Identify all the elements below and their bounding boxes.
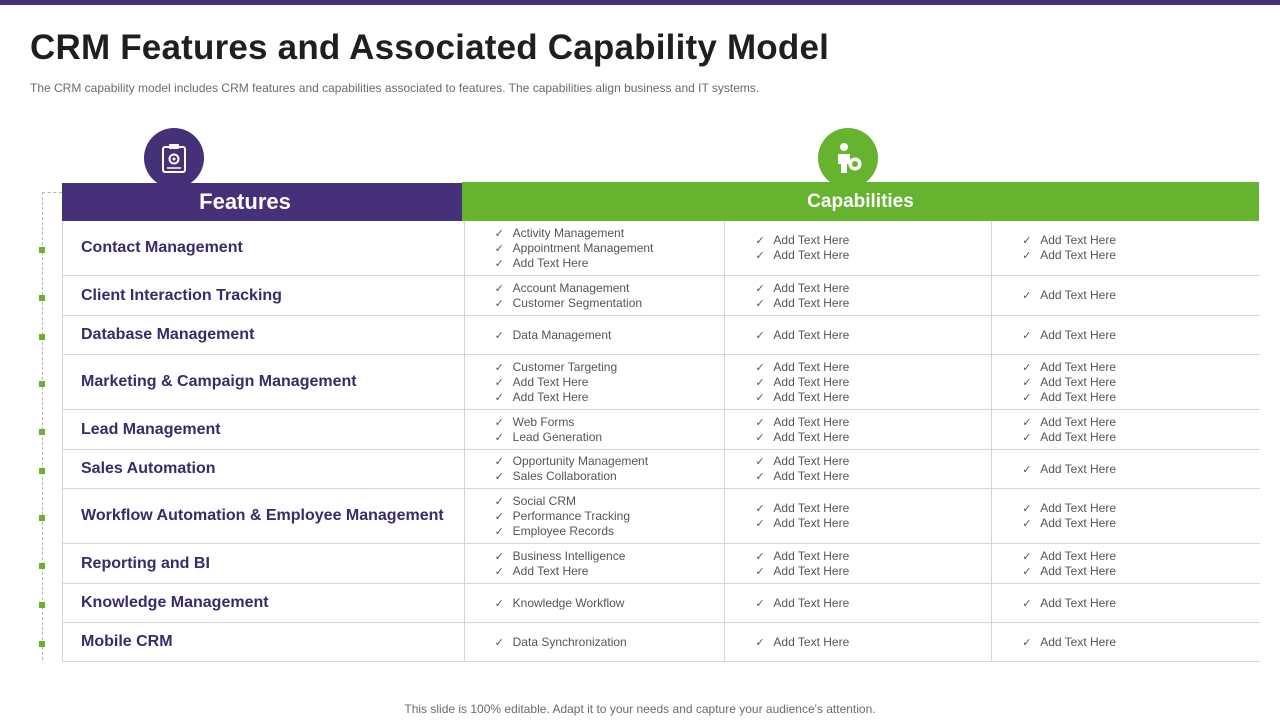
capability-cell — [992, 450, 1260, 488]
capability-text: Add Text Here — [773, 634, 850, 649]
feature-name: Workflow Automation & Employee Management — [63, 489, 465, 543]
capability-item — [495, 256, 725, 271]
capability-item — [495, 226, 725, 241]
capability-text: Add Text Here — [512, 389, 589, 404]
capability-item — [495, 454, 725, 469]
capability-cell — [992, 316, 1260, 354]
feature-name: Sales Automation — [63, 450, 465, 488]
checkmark-icon: ✓ — [494, 456, 504, 468]
top-accent-bar — [0, 0, 1280, 5]
capability-item — [755, 596, 991, 611]
checkmark-icon: ✓ — [494, 282, 504, 295]
footer-note: This slide is 100% editable. Adapt it to your needs and capture your audience's attention. — [404, 702, 876, 716]
capability-text: Add Text Here — [1040, 516, 1117, 530]
feature-name: Database Management — [63, 316, 465, 354]
capability-text: Add Text Here — [773, 454, 850, 468]
capability-item — [755, 549, 991, 564]
capability-item — [755, 360, 991, 375]
feature-name: Lead Management — [63, 410, 465, 449]
capability-text: Sales Collaboration — [512, 469, 617, 483]
capability-text: Add Text Here — [773, 280, 850, 295]
capability-item — [1022, 288, 1260, 303]
capability-text: Web Forms — [512, 414, 575, 429]
capability-text: Add Text Here — [773, 429, 850, 444]
capability-text: Customer Segmentation — [512, 295, 643, 310]
timeline-marker — [39, 468, 45, 474]
checkmark-icon: ✓ — [1022, 329, 1032, 342]
capability-item — [1022, 430, 1260, 445]
checkmark-icon: ✓ — [755, 235, 765, 247]
capability-item — [495, 360, 725, 375]
checkmark-icon: ✓ — [1022, 250, 1032, 262]
checkmark-icon: ✓ — [1022, 518, 1032, 530]
checkmark-icon: ✓ — [755, 376, 765, 389]
checkmark-icon: ✓ — [755, 597, 765, 610]
capability-text: Add Text Here — [1040, 288, 1117, 302]
capability-item — [755, 328, 991, 343]
capability-text: Add Text Here — [773, 295, 850, 310]
checkmark-icon: ✓ — [1022, 391, 1032, 404]
capability-text: Add Text Here — [773, 516, 850, 530]
checkmark-icon: ✓ — [494, 391, 504, 404]
capability-text: Add Text Here — [1040, 233, 1117, 247]
capability-item — [1022, 462, 1260, 477]
feature-name: Reporting and BI — [63, 544, 465, 583]
capability-text: Add Text Here — [1040, 634, 1117, 649]
capability-cell — [992, 355, 1260, 409]
checkmark-icon: ✓ — [494, 297, 504, 310]
capability-item — [755, 296, 991, 311]
capability-text: Add Text Here — [773, 563, 850, 578]
capability-item — [1022, 564, 1260, 579]
capability-cell — [992, 623, 1260, 661]
checkmark-icon: ✓ — [755, 550, 765, 563]
capability-item — [755, 454, 991, 469]
checkmark-icon: ✓ — [494, 227, 504, 240]
capability-text: Add Text Here — [1040, 501, 1117, 515]
capability-cell — [992, 410, 1260, 449]
capabilities-header: Capabilities — [462, 182, 1259, 221]
capability-item — [1022, 516, 1260, 531]
capability-text: Social CRM — [512, 493, 576, 508]
table-row — [63, 221, 1260, 276]
capability-item — [1022, 360, 1260, 375]
capability-cell — [725, 450, 992, 488]
capability-cell — [992, 489, 1260, 543]
timeline-marker — [39, 602, 45, 608]
checkmark-icon: ✓ — [1022, 235, 1032, 247]
feature-name: Marketing & Campaign Management — [63, 355, 465, 409]
capability-text: Add Text Here — [773, 469, 850, 483]
checkmark-icon: ✓ — [755, 391, 765, 404]
capability-text: Add Text Here — [1040, 414, 1117, 429]
capability-text: Add Text Here — [773, 414, 850, 429]
capability-item — [755, 415, 991, 430]
capability-item — [495, 241, 725, 256]
checkmark-icon: ✓ — [494, 525, 504, 538]
checkmark-icon: ✓ — [1022, 361, 1032, 374]
capability-item — [495, 564, 725, 579]
feature-name: Contact Management — [63, 221, 465, 275]
capability-text: Add Text Here — [773, 327, 850, 342]
checkmark-icon: ✓ — [1022, 376, 1032, 389]
checkmark-icon: ✓ — [1022, 290, 1032, 302]
capability-text: Add Text Here — [773, 548, 850, 563]
checkmark-icon: ✓ — [755, 361, 765, 374]
capability-text: Activity Management — [512, 225, 625, 240]
capability-cell — [725, 410, 992, 449]
checkmark-icon: ✓ — [755, 282, 765, 295]
timeline-marker — [39, 334, 45, 340]
capability-text: Add Text Here — [512, 563, 589, 578]
person-gear-icon — [818, 128, 878, 188]
capability-text: Add Text Here — [773, 248, 850, 262]
capability-cell — [465, 276, 726, 315]
checkmark-icon: ✓ — [755, 471, 765, 483]
capability-cell — [725, 623, 992, 661]
timeline-marker — [39, 563, 45, 569]
capability-item — [495, 281, 725, 296]
page-subtitle: The CRM capability model includes CRM features and capabilities associated to features. The capabilities align business and IT systems. — [30, 81, 760, 95]
capability-text: Account Management — [512, 280, 630, 295]
timeline-marker — [39, 429, 45, 435]
feature-name: Mobile CRM — [63, 623, 465, 661]
capability-text: Data Management — [512, 327, 612, 342]
table-row — [63, 355, 1260, 410]
capability-cell — [465, 623, 726, 661]
capability-text: Lead Generation — [512, 429, 603, 444]
capability-cell — [465, 410, 726, 449]
capability-cell — [725, 584, 992, 622]
capability-item — [755, 469, 991, 484]
checkmark-icon: ✓ — [1022, 431, 1032, 444]
capability-item — [495, 469, 725, 484]
checkmark-icon: ✓ — [755, 565, 765, 578]
checkmark-icon: ✓ — [755, 416, 765, 429]
capability-item — [755, 233, 991, 248]
capability-item — [1022, 635, 1260, 650]
timeline-marker — [39, 295, 45, 301]
capability-item — [495, 296, 725, 311]
checkmark-icon: ✓ — [494, 495, 504, 508]
capability-cell — [725, 276, 992, 315]
timeline-connector — [42, 192, 62, 193]
capability-cell — [465, 544, 726, 583]
checkmark-icon: ✓ — [755, 329, 765, 342]
features-header-label: Features — [199, 189, 291, 214]
capability-text: Add Text Here — [512, 255, 589, 270]
table-row — [63, 623, 1260, 662]
capability-text: Add Text Here — [773, 359, 850, 374]
capability-cell — [465, 355, 726, 409]
capability-item — [495, 549, 725, 564]
capability-text: Business Intelligence — [512, 548, 626, 563]
table-row — [63, 410, 1260, 450]
capability-text: Add Text Here — [1040, 548, 1117, 563]
page-title: CRM Features and Associated Capability Model — [30, 28, 830, 67]
capability-item — [495, 390, 725, 405]
capability-item — [1022, 248, 1260, 263]
capability-text: Add Text Here — [1040, 359, 1117, 374]
checkmark-icon: ✓ — [494, 329, 504, 342]
capability-text: Add Text Here — [773, 501, 850, 515]
capability-text: Add Text Here — [1040, 374, 1117, 389]
feature-name: Knowledge Management — [63, 584, 465, 622]
capability-cell — [465, 489, 726, 543]
capability-text: Appointment Management — [512, 240, 654, 255]
checkmark-icon: ✓ — [494, 565, 504, 578]
checkmark-icon: ✓ — [1022, 463, 1032, 476]
checkmark-icon: ✓ — [755, 431, 765, 444]
capability-item — [755, 390, 991, 405]
capability-text: Add Text Here — [773, 595, 850, 610]
capability-item — [1022, 390, 1260, 405]
capability-item — [1022, 233, 1260, 248]
capability-item — [1022, 549, 1260, 564]
timeline-marker — [39, 247, 45, 253]
timeline-line — [42, 192, 43, 660]
capability-cell — [992, 544, 1260, 583]
capability-text: Add Text Here — [773, 233, 850, 247]
checkmark-icon: ✓ — [494, 510, 504, 523]
capability-item — [495, 494, 725, 509]
capability-item — [1022, 328, 1260, 343]
timeline-marker — [39, 381, 45, 387]
capability-item — [495, 328, 725, 343]
capability-text: Add Text Here — [773, 374, 850, 389]
capability-item — [755, 516, 991, 531]
timeline-marker — [39, 515, 45, 521]
checkmark-icon: ✓ — [494, 257, 504, 270]
checkmark-icon: ✓ — [494, 431, 504, 444]
checkmark-icon: ✓ — [755, 518, 765, 530]
capability-text: Add Text Here — [1040, 327, 1117, 342]
capability-item — [755, 430, 991, 445]
capability-cell — [465, 316, 726, 354]
capability-text: Add Text Here — [1040, 248, 1117, 262]
checkmark-icon: ✓ — [755, 297, 765, 310]
capability-item — [1022, 415, 1260, 430]
checkmark-icon: ✓ — [1022, 597, 1032, 610]
capability-item — [495, 596, 725, 611]
checkmark-icon: ✓ — [1022, 565, 1032, 578]
capability-text: Add Text Here — [1040, 563, 1117, 578]
clipboard-gear-icon — [144, 128, 204, 188]
table-row — [63, 316, 1260, 355]
capability-cell — [465, 584, 726, 622]
capability-item — [495, 430, 725, 445]
capability-cell — [725, 355, 992, 409]
checkmark-icon: ✓ — [494, 597, 504, 610]
features-header — [62, 183, 462, 221]
capability-item — [755, 281, 991, 296]
capability-cell — [465, 221, 726, 275]
capability-cell — [992, 221, 1260, 275]
table-row — [63, 450, 1260, 489]
capability-text: Add Text Here — [1040, 429, 1117, 444]
capability-item — [495, 415, 725, 430]
feature-name: Client Interaction Tracking — [63, 276, 465, 315]
checkmark-icon: ✓ — [494, 242, 504, 255]
checkmark-icon: ✓ — [755, 456, 765, 468]
capability-item — [755, 501, 991, 516]
capability-cell — [725, 544, 992, 583]
capability-cell — [725, 489, 992, 543]
capability-text: Add Text Here — [1040, 389, 1117, 404]
capability-table — [62, 221, 1260, 662]
capability-cell — [992, 276, 1260, 315]
capability-cell — [465, 450, 726, 488]
capability-text: Employee Records — [512, 523, 615, 538]
checkmark-icon: ✓ — [1022, 416, 1032, 429]
capability-text: Opportunity Management — [512, 454, 649, 468]
table-row — [63, 584, 1260, 623]
timeline-marker — [39, 641, 45, 647]
capability-item — [495, 375, 725, 390]
capability-item — [495, 635, 725, 650]
capability-cell — [725, 316, 992, 354]
capability-cell — [992, 584, 1260, 622]
checkmark-icon: ✓ — [755, 503, 765, 515]
table-row — [63, 276, 1260, 316]
capability-text: Add Text Here — [773, 389, 850, 404]
capability-item — [755, 375, 991, 390]
capability-text: Performance Tracking — [512, 508, 631, 523]
checkmark-icon: ✓ — [755, 250, 765, 262]
capability-cell — [725, 221, 992, 275]
capability-text: Knowledge Workflow — [512, 595, 625, 610]
capability-item — [755, 248, 991, 263]
capability-item — [755, 564, 991, 579]
checkmark-icon: ✓ — [755, 636, 765, 649]
table-row — [63, 489, 1260, 544]
capability-item — [495, 509, 725, 524]
checkmark-icon: ✓ — [494, 361, 504, 374]
checkmark-icon: ✓ — [1022, 503, 1032, 515]
capability-item — [1022, 596, 1260, 611]
checkmark-icon: ✓ — [494, 416, 504, 429]
capability-text: Add Text Here — [1040, 461, 1117, 476]
capability-item — [495, 524, 725, 539]
checkmark-icon: ✓ — [1022, 636, 1032, 649]
capability-text: Add Text Here — [1040, 595, 1117, 610]
capability-item — [1022, 375, 1260, 390]
capability-text: Add Text Here — [512, 374, 589, 389]
table-row — [63, 544, 1260, 584]
checkmark-icon: ✓ — [1022, 550, 1032, 563]
checkmark-icon: ✓ — [494, 636, 504, 649]
capability-text: Customer Targeting — [512, 359, 618, 374]
capability-text: Data Synchronization — [512, 634, 627, 649]
checkmark-icon: ✓ — [494, 471, 504, 483]
checkmark-icon: ✓ — [494, 550, 504, 563]
checkmark-icon: ✓ — [494, 376, 504, 389]
capability-item — [1022, 501, 1260, 516]
capability-item — [755, 635, 991, 650]
